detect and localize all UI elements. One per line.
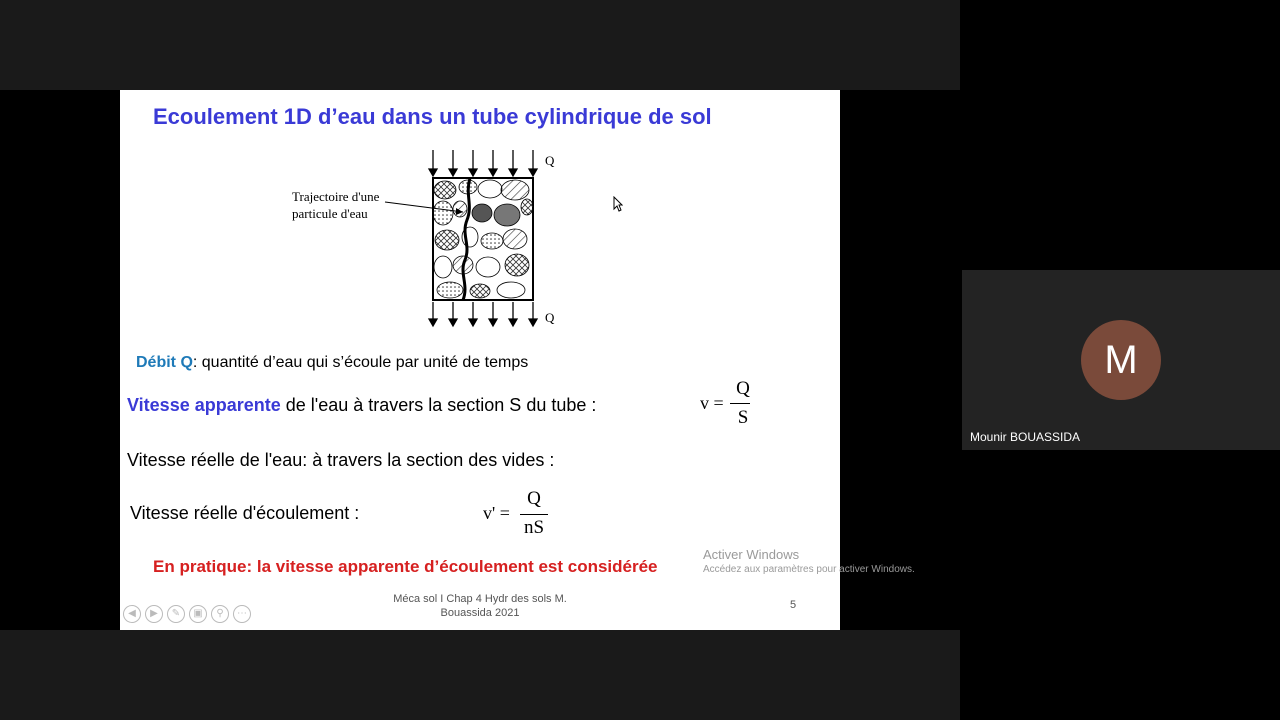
vitesse-apparente-definition: de l'eau à travers la section S du tube : [280, 395, 597, 415]
slideshow-controls [123, 605, 251, 623]
formula-v-prime-denominator: nS [523, 517, 545, 538]
footer-line2: Bouassida 2021 [440, 607, 520, 619]
mouse-pointer-icon [613, 196, 623, 217]
participant-tile[interactable] [962, 270, 1280, 450]
soil-tube-figure [285, 145, 570, 335]
trajectory-label-line1: Trajectoire d'une [292, 189, 380, 204]
watermark-subtitle: Accédez aux paramètres pour activer Windows. [703, 564, 915, 575]
flow-label-bottom: Q [545, 310, 555, 325]
vitesse-reelle-ecoulement-label: Vitesse réelle d'écoulement : [130, 503, 360, 523]
outflow-arrows [429, 302, 537, 326]
slide-footer [360, 592, 600, 620]
debit-term: Débit Q [136, 354, 193, 371]
more-icon[interactable]: ⋯ [233, 605, 251, 623]
conclusion-text: En pratique: la vitesse apparente d’écoulement est considérée [153, 557, 658, 576]
soil-tube-diagram [285, 145, 570, 335]
activation-watermark [703, 547, 915, 575]
formula-v-prime [483, 486, 563, 542]
formula-v-numerator: Q [736, 378, 750, 399]
formula-v-prime-numerator: Q [527, 488, 541, 509]
page-number: 5 [790, 599, 797, 611]
watermark-title: Activer Windows [703, 547, 800, 562]
formula-v-denominator: S [737, 407, 749, 428]
trajectory-label-line2: particule d'eau [292, 206, 368, 221]
previous-icon[interactable]: ◀ [123, 605, 141, 623]
vitesse-apparente-line [127, 395, 596, 416]
flow-label-top: Q [545, 153, 555, 168]
top-letterbox [0, 0, 960, 90]
zoom-icon[interactable]: ⚲ [211, 605, 229, 623]
slide-title: Ecoulement 1D d’eau dans un tube cylindrique de sol [153, 104, 712, 129]
formula-v-prime-bar [520, 514, 548, 515]
formula-v-bar [730, 403, 750, 404]
vitesse-reelle-line: Vitesse réelle de l'eau: à travers la section des vides : [127, 450, 555, 470]
debit-definition: : quantité d’eau qui s’écoule par unité de temps [192, 354, 529, 371]
slides-icon[interactable]: ▣ [189, 605, 207, 623]
formula-v-prime-lhs: v' = [483, 503, 510, 523]
vitesse-apparente-term: Vitesse apparente [127, 395, 281, 415]
pen-icon[interactable]: ✎ [167, 605, 185, 623]
participant-name: Mounir BOUASSIDA [970, 430, 1081, 444]
next-icon[interactable]: ▶ [145, 605, 163, 623]
formula-v [700, 378, 780, 430]
avatar: M [1081, 320, 1161, 400]
bottom-letterbox [0, 630, 960, 720]
debit-line [136, 354, 528, 372]
footer-line1: Méca sol I Chap 4 Hydr des sols M. [393, 593, 567, 605]
formula-v-lhs: v = [700, 393, 724, 413]
inflow-arrows [429, 150, 537, 176]
